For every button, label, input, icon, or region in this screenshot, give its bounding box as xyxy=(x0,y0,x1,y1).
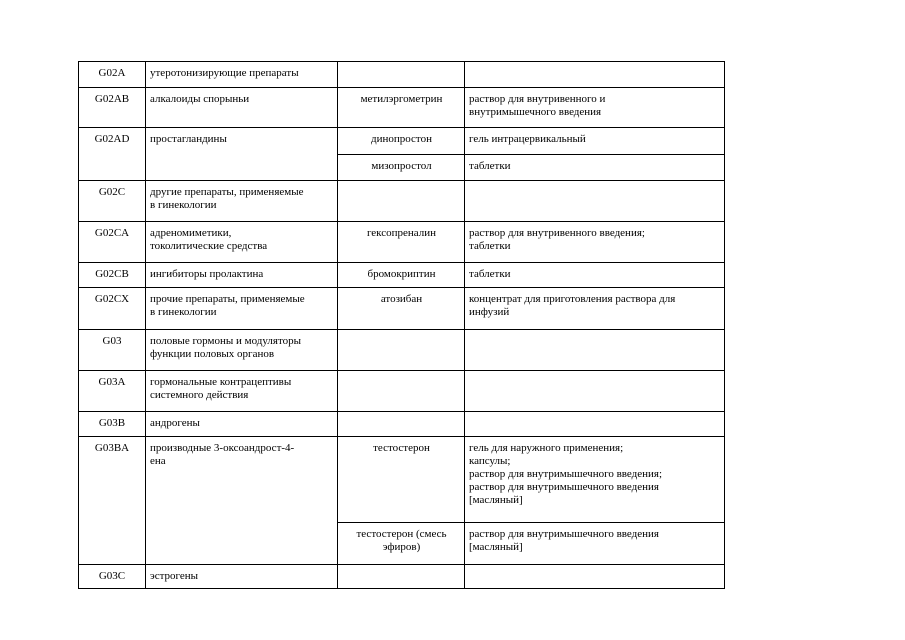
table-row xyxy=(79,412,725,437)
table-row xyxy=(79,565,725,589)
cell-code xyxy=(79,565,146,589)
cell-form xyxy=(465,62,725,88)
code-text: G02C xyxy=(98,186,126,198)
cell-name xyxy=(146,371,338,412)
name-text-line: функции половых органов xyxy=(150,348,275,360)
form-text-line: инфузий xyxy=(469,306,510,318)
name-text-line: в гинекологии xyxy=(150,306,217,318)
cell-code xyxy=(79,181,146,222)
cell-code xyxy=(79,263,146,288)
table-row xyxy=(79,88,725,128)
name-text-line: прочие препараты, применяемые xyxy=(150,293,305,305)
cell-code xyxy=(79,437,146,565)
name-text-line: ена xyxy=(150,455,166,467)
table-row xyxy=(79,62,725,88)
cell-form xyxy=(465,330,725,371)
table-body xyxy=(79,62,725,589)
cell-drug xyxy=(338,330,465,371)
form-text-line: раствор для внутримышечного введения; xyxy=(469,468,663,480)
drug-text-line: тестостерон (смесь xyxy=(356,528,447,540)
cell-code xyxy=(79,288,146,330)
cell-form xyxy=(465,181,725,222)
drug-text-line: тестостерон xyxy=(373,442,430,454)
drug-text-line: метилэргометрин xyxy=(360,93,443,105)
table-row xyxy=(79,181,725,222)
drug-text-line: динопростон xyxy=(371,133,432,145)
table-row xyxy=(79,437,725,523)
form-text-line: [масляный] xyxy=(469,494,523,506)
cell-name xyxy=(146,412,338,437)
name-text-line: производные 3-оксоандрост-4- xyxy=(150,442,295,454)
form-text-line: капсулы; xyxy=(469,455,511,467)
cell-drug xyxy=(338,88,465,128)
name-text-line: андрогены xyxy=(150,417,200,429)
cell-name xyxy=(146,263,338,288)
cell-drug xyxy=(338,62,465,88)
name-text-line: утеротонизирующие препараты xyxy=(150,67,299,79)
code-text: G03BA xyxy=(94,442,130,454)
cell-drug xyxy=(338,288,465,330)
form-text-line: раствор для внутримышечного введения xyxy=(469,528,659,540)
cell-code xyxy=(79,222,146,263)
name-text-line: простагландины xyxy=(150,133,227,145)
form-text-line: раствор для внутривенного и xyxy=(469,93,606,105)
code-text: G02CB xyxy=(95,268,129,280)
table-row xyxy=(79,222,725,263)
form-text-line: раствор для внутривенного введения; xyxy=(469,227,645,239)
cell-code xyxy=(79,128,146,181)
cell-name xyxy=(146,181,338,222)
cell-form xyxy=(465,128,725,155)
cell-code xyxy=(79,62,146,88)
form-text-line: таблетки xyxy=(469,240,511,252)
drug-text-line: атозибан xyxy=(380,293,423,305)
table-row xyxy=(79,371,725,412)
code-text: G02AD xyxy=(94,133,130,145)
cell-drug xyxy=(338,181,465,222)
cell-form xyxy=(465,155,725,181)
name-text-line: адреномиметики, xyxy=(150,227,232,239)
code-text: G03B xyxy=(98,417,126,429)
form-text-line: гель интрацервикальный xyxy=(469,133,586,145)
cell-form xyxy=(465,371,725,412)
form-text-line: [масляный] xyxy=(469,541,523,553)
cell-drug xyxy=(338,523,465,565)
cell-name xyxy=(146,330,338,371)
cell-drug xyxy=(338,128,465,155)
drug-text-line: мизопростол xyxy=(371,160,432,172)
cell-code xyxy=(79,330,146,371)
table-row xyxy=(79,263,725,288)
cell-drug xyxy=(338,565,465,589)
code-text: G03A xyxy=(98,376,126,388)
cell-code xyxy=(79,412,146,437)
table-row xyxy=(79,330,725,371)
drug-text-line: эфиров) xyxy=(382,541,421,553)
cell-code xyxy=(79,88,146,128)
form-text-line: таблетки xyxy=(469,160,511,172)
form-text-line: раствор для внутримышечного введения xyxy=(469,481,659,493)
name-text-line: токолитические средства xyxy=(150,240,268,252)
name-text-line: в гинекологии xyxy=(150,199,217,211)
cell-drug xyxy=(338,437,465,523)
drug-classification-table xyxy=(78,61,725,589)
cell-drug xyxy=(338,263,465,288)
form-text-line: концентрат для приготовления раствора для xyxy=(469,293,676,305)
cell-name xyxy=(146,437,338,565)
cell-form xyxy=(465,437,725,523)
cell-drug xyxy=(338,371,465,412)
cell-form xyxy=(465,288,725,330)
form-text-line: внутримышечного введения xyxy=(469,106,602,118)
name-text-line: алкалоиды спорыньи xyxy=(150,93,250,105)
cell-drug xyxy=(338,155,465,181)
cell-code xyxy=(79,371,146,412)
cell-drug xyxy=(338,222,465,263)
cell-form xyxy=(465,565,725,589)
drug-text-line: гексопреналин xyxy=(366,227,437,239)
cell-form xyxy=(465,412,725,437)
name-text-line: другие препараты, применяемые xyxy=(150,186,304,198)
code-text: G02CX xyxy=(94,293,130,305)
cell-name xyxy=(146,62,338,88)
name-text-line: эстрогены xyxy=(150,570,199,582)
cell-form xyxy=(465,88,725,128)
cell-name xyxy=(146,222,338,263)
code-text: G02CA xyxy=(94,227,130,239)
name-text-line: системного действия xyxy=(150,389,249,401)
form-text-line: таблетки xyxy=(469,268,511,280)
cell-form xyxy=(465,263,725,288)
code-text: G02A xyxy=(98,67,126,79)
cell-drug xyxy=(338,412,465,437)
table-row xyxy=(79,128,725,155)
cell-name xyxy=(146,565,338,589)
table-row xyxy=(79,288,725,330)
cell-form xyxy=(465,222,725,263)
cell-name xyxy=(146,288,338,330)
name-text-line: ингибиторы пролактина xyxy=(150,268,264,280)
drug-text-line: бромокриптин xyxy=(367,268,436,280)
code-text: G03C xyxy=(98,570,126,582)
name-text-line: гормональные контрацептивы xyxy=(150,376,292,388)
cell-name xyxy=(146,88,338,128)
code-text: G03 xyxy=(102,335,122,347)
cell-form xyxy=(465,523,725,565)
name-text-line: половые гормоны и модуляторы xyxy=(150,335,302,347)
code-text: G02AB xyxy=(94,93,130,105)
cell-name xyxy=(146,128,338,181)
form-text-line: гель для наружного применения; xyxy=(469,442,624,454)
